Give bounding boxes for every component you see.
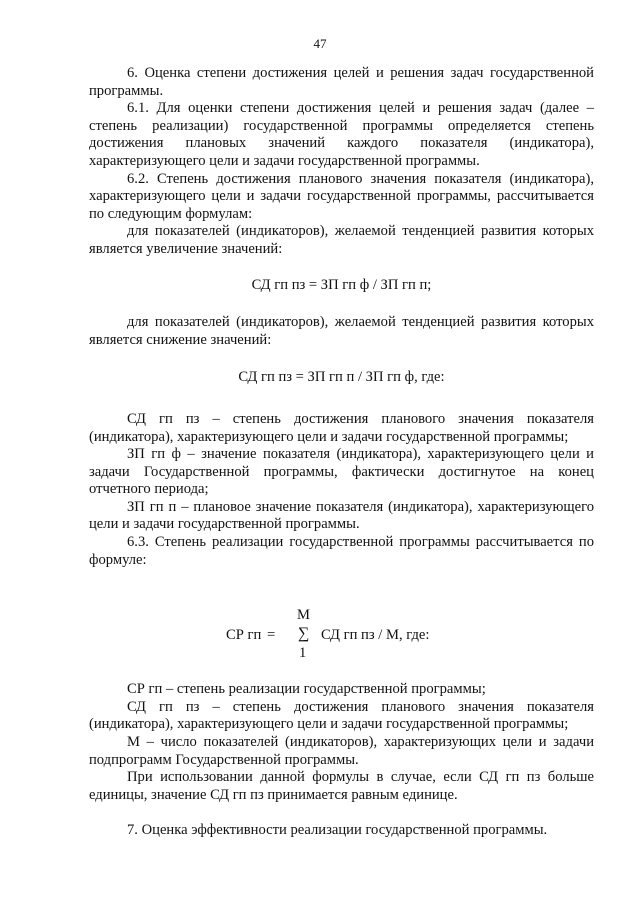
paragraph-case-decrease: для показателей (индикаторов), желаемой тенденцией развития которых является снижение значений: xyxy=(89,314,594,348)
formula-decrease: СД гп пз = ЗП гп п / ЗП гп ф, где: xyxy=(238,369,445,386)
definition-sd-2: СД гп пз – степень достижения планового значения показателя (индикатора), характеризующего цели и задачи государственной программы; xyxy=(89,698,594,733)
sum-formula-lhs: СР гп xyxy=(226,627,262,644)
paragraph-note: При использовании данной формулы в случае, если СД гп пз больше единицы, значение СД гп пз принимается равным единице. xyxy=(89,769,594,803)
paragraph-case-increase: для показателей (индикаторов), желаемой тенденцией развития которых является увеличение значений: xyxy=(89,223,594,257)
definition-zp-p: ЗП гп п – плановое значение показателя (индикатора), характеризующего цели и задачи государственной программы. xyxy=(89,498,594,533)
section-6-heading: 6. Оценка степени достижения целей и решения задач государственной программы. xyxy=(89,65,594,99)
sum-formula xyxy=(89,607,594,667)
definition-m: М – число показателей (индикаторов), характеризующих цели и задачи подпрограмм Государственной программы. xyxy=(89,734,594,768)
page-number: 47 xyxy=(313,36,327,51)
formula-increase: СД гп пз = ЗП гп ф / ЗП гп п; xyxy=(251,276,432,293)
paragraph-6-2: 6.2. Степень достижения планового значения показателя (индикатора), характеризующего цели и задачи государственной программы, рассчитывается по следующим формулам: xyxy=(89,170,594,222)
definition-sd: СД гп пз – степень достижения планового значения показателя (индикатора), характеризующего цели и задачи государственной программы; xyxy=(89,410,594,445)
document-body xyxy=(89,65,594,840)
definition-sr: СР гп – степень реализации государственной программы; xyxy=(127,681,486,698)
section-7-heading: 7. Оценка эффективности реализации государственной программы. xyxy=(127,822,548,839)
paragraph-6-1: 6.1. Для оценки степени достижения целей и решения задач (далее – степень реализации) государственной программы определяется степень достижения плановых значений каждого показателя (индикатора), характеризующего цели и задачи государственной программы. xyxy=(89,100,594,169)
paragraph-6-3: 6.3. Степень реализации государственной программы рассчитывается по формуле: xyxy=(89,534,594,568)
sigma-symbol: ∑ xyxy=(298,625,310,643)
sum-upper-limit: M xyxy=(297,607,310,624)
definition-zp-f: ЗП гп ф – значение показателя (индикатора), характеризующего цели и задачи Государственной программы, фактически достигнутое на конец отчетного периода; xyxy=(89,446,594,498)
sum-lower-limit: 1 xyxy=(299,645,307,662)
sum-formula-equals: = xyxy=(267,627,276,644)
sum-formula-rhs: СД гп пз / М, где: xyxy=(321,627,430,644)
